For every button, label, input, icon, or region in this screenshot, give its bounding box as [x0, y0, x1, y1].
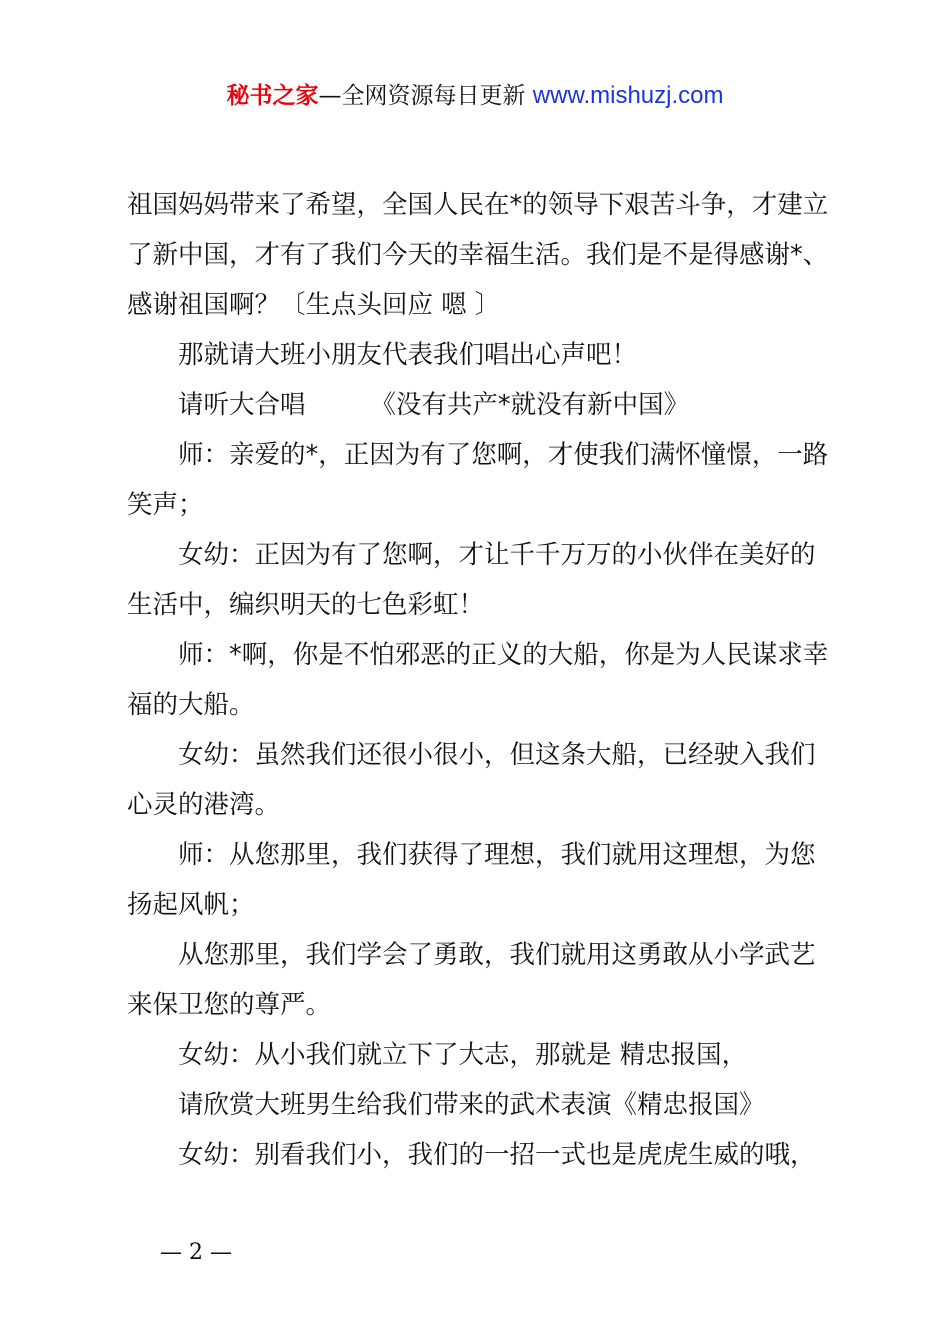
text-line: 心灵的港湾。	[127, 790, 281, 820]
text-line: 笑声；	[127, 490, 204, 520]
text-line: 感谢祖国啊？〔生点头回应 嗯 〕	[127, 290, 501, 320]
text-line: 女幼：虽然我们还很小很小，但这条大船，已经驶入我们	[178, 740, 816, 770]
header-url-link[interactable]: www.mishuzj.com	[532, 82, 724, 109]
text-line: 师：亲爱的*，正因为有了您啊，才使我们满怀憧憬，一路	[178, 440, 829, 470]
document-body	[127, 180, 837, 1180]
text-line: 祖国妈妈带来了希望，全国人民在*的领导下艰苦斗争，才建立	[127, 190, 829, 220]
brand-name: 秘书之家	[226, 83, 319, 109]
text-line: 师：从您那里，我们获得了理想，我们就用这理想，为您	[178, 840, 816, 870]
text-line: 师：*啊，你是不怕邪恶的正义的大船，你是为人民谋求幸	[178, 640, 829, 670]
text-line: 福的大船。	[127, 690, 255, 720]
text-line: 从您那里，我们学会了勇敢，我们就用这勇敢从小学武艺	[178, 940, 816, 970]
text-line: 扬起风帆；	[127, 890, 255, 920]
text-line: 女幼：从小我们就立下了大志，那就是 精忠报国，	[178, 1040, 748, 1070]
text-line: 来保卫您的尊严。	[127, 990, 332, 1020]
text-line: 请听大合唱 《没有共产*就没有新中国》	[178, 390, 690, 420]
text-line: 女幼：正因为有了您啊，才让千千万万的小伙伴在美好的	[178, 540, 816, 570]
header-slogan: —全网资源每日更新	[318, 83, 533, 109]
text-line: 生活中，编织明天的七色彩虹！	[127, 590, 485, 620]
text-line: 女幼：别看我们小，我们的一招一式也是虎虎生威的哦，	[178, 1140, 816, 1170]
page-header	[0, 80, 950, 112]
text-line: 了新中国，才有了我们今天的幸福生活。我们是不是得感谢*、	[127, 240, 829, 270]
text-line: 那就请大班小朋友代表我们唱出心声吧！	[178, 340, 638, 370]
text-line: 请欣赏大班男生给我们带来的武术表演《精忠报国》	[178, 1090, 765, 1120]
page-number: — 2 —	[160, 1240, 232, 1265]
